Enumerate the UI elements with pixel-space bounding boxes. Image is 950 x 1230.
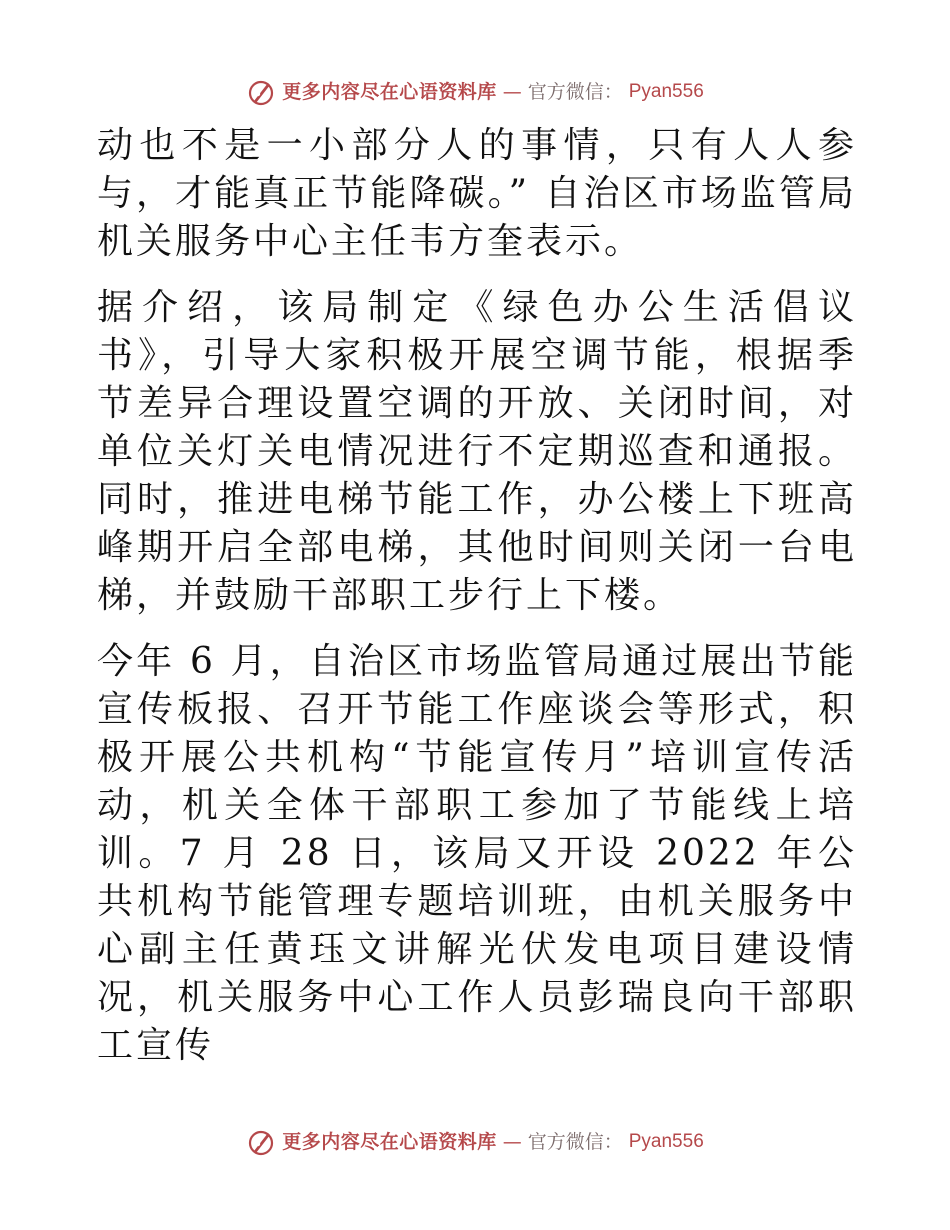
quill-pen-circle-icon — [246, 1127, 276, 1157]
header-banner — [0, 77, 950, 107]
footer-banner — [0, 1127, 950, 1157]
banner-wechat-label: 官方微信： — [527, 1131, 623, 1153]
banner-wechat-id: Pyan556 — [628, 1131, 704, 1152]
banner-dash: — — [502, 81, 522, 103]
banner-wechat-label: 官方微信： — [527, 81, 623, 103]
paragraph: 据介绍，该局制定《绿色办公生活倡议书》，引导大家积极开展空调节能，根据季节差异合理设置空调的开放、关闭时间，对单位关灯关电情况进行不定期巡查和通报。同时，推进电梯节能工作，办公楼上下班高峰期开启全部电梯，其他时间则关闭一台电梯，并鼓励干部职工步行上下楼。 — [97, 287, 857, 616]
paragraph: 动也不是一小部分人的事情，只有人人参与，才能真正节能降碳。” 自治区市场监管局机关服务中心主任韦方奎表示。 — [97, 125, 857, 262]
banner-title: 更多内容尽在心语资料库 — [282, 1131, 497, 1153]
banner-title: 更多内容尽在心语资料库 — [282, 81, 497, 103]
paragraph: 今年 6 月，自治区市场监管局通过展出节能宣传板报、召开节能工作座谈会等形式，积极开展公共机构“节能宣传月”培训宣传活动，机关全体干部职工参加了节能线上培训。7 月 28 日，该局又开设 2022 年公共机构节能管理专题培训班，由机关服务中心副主任黄珏文讲解光伏发电项目建设情况，机关服务中心工作人员彭瑞良向干部职工宣传 — [97, 641, 857, 1066]
quill-pen-circle-icon — [246, 77, 276, 107]
document-body — [97, 122, 857, 1088]
banner-wechat-id: Pyan556 — [628, 81, 704, 102]
banner-dash: — — [502, 1131, 522, 1153]
